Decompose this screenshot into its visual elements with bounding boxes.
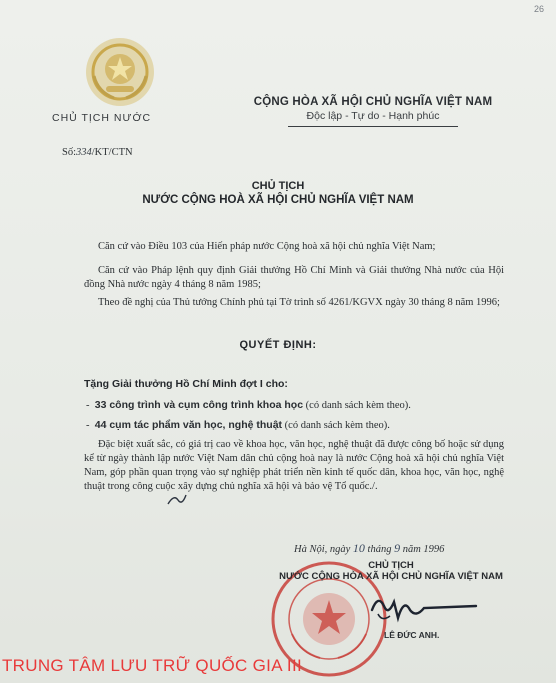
page-corner-mark: 26 xyxy=(533,4,544,14)
award-line: Tặng Giải thưởng Hồ Chí Minh đợt I cho: xyxy=(84,378,288,390)
preamble-paragraph: Theo đề nghị của Thủ tướng Chính phủ tại Tờ trình số 4261/KGVX ngày 30 tháng 8 năm 1996; xyxy=(98,297,500,308)
handwritten-signature-icon xyxy=(364,588,482,628)
issue-month-handwritten: 9 xyxy=(394,541,401,555)
document-number-handwritten: 334 xyxy=(76,147,92,158)
national-header xyxy=(232,96,514,127)
national-motto: Độc lập - Tự do - Hạnh phúc xyxy=(306,110,440,122)
preamble-paragraph: Căn cứ vào Pháp lệnh quy định Giải thưởng Hồ Chí Minh và Giải thưởng Nhà nước của Hội đồng Nhà nước ngày 4 tháng 8 năm 1985; xyxy=(84,265,504,290)
decision-heading: QUYẾT ĐỊNH: xyxy=(239,339,317,351)
archive-watermark: TRUNG TÂM LƯU TRỮ QUỐC GIA III xyxy=(2,656,302,675)
issue-date: Hà Nội, ngày 10 tháng 9 năm 1996 xyxy=(294,541,445,555)
national-emblem-icon xyxy=(84,36,156,108)
closing-paragraph: Đặc biệt xuất sắc, có giá trị cao về khoa học, văn học, nghệ thuật đã được công bố hoặc sử dụng kể từ ngày thành lập nước Việt Nam dân chủ cộng hoà nay là nước Cộng hoà xã hội chủ nghĩa Việt Nam, góp phần quan trọng vào sự nghiệp phát triển nền kinh tế quốc dân, khoa học, văn học, nghệ thuật trong công cuộc xây dựng chủ nghĩa xã hội và bảo vệ Tổ quốc./. xyxy=(84,439,504,492)
document-number-prefix: Số: xyxy=(62,147,77,158)
signature-title xyxy=(276,560,506,582)
issuer-title-line1: CHỦ TỊCH xyxy=(251,180,305,192)
country-name: CỘNG HÒA XÃ HỘI CHỦ NGHĨA VIỆT NAM xyxy=(253,96,493,108)
award-item: - 44 cụm tác phẩm văn học, nghệ thuật (có danh sách kèm theo). xyxy=(86,419,390,431)
award-item-rest: (có danh sách kèm theo). xyxy=(303,400,411,411)
award-item-rest: (có danh sách kèm theo). xyxy=(282,420,390,431)
award-item: - 33 công trình và cụm công trình khoa học (có danh sách kèm theo). xyxy=(86,399,411,411)
signature-title-line2: NƯỚC CỘNG HÒA XÃ HỘI CHỦ NGHĨA VIỆT NAM xyxy=(279,571,503,582)
preamble-paragraph: Căn cứ vào Điều 103 của Hiến pháp nước Cộng hoà xã hội chủ nghĩa Việt Nam; xyxy=(98,241,436,252)
award-item-bold: 33 công trình và cụm công trình khoa học xyxy=(94,399,304,411)
issuing-office-title: CHỦ TỊCH NƯỚC xyxy=(52,112,152,124)
document-number xyxy=(62,147,133,158)
document-number-suffix: /KT/CTN xyxy=(91,147,133,158)
issue-day-handwritten: 10 xyxy=(352,541,365,555)
issuer-title xyxy=(90,180,466,206)
award-item-bold: 44 cụm tác phẩm văn học, nghệ thuật xyxy=(94,419,283,431)
signature-title-line1: CHỦ TỊCH xyxy=(368,560,414,571)
motto-underline xyxy=(288,126,458,127)
issuer-title-line2: NƯỚC CỘNG HOÀ XÃ HỘI CHỦ NGHĨA VIỆT NAM xyxy=(142,194,414,206)
handwritten-flourish-icon xyxy=(166,492,188,506)
signer-name: LÊ ĐỨC ANH. xyxy=(384,630,440,640)
